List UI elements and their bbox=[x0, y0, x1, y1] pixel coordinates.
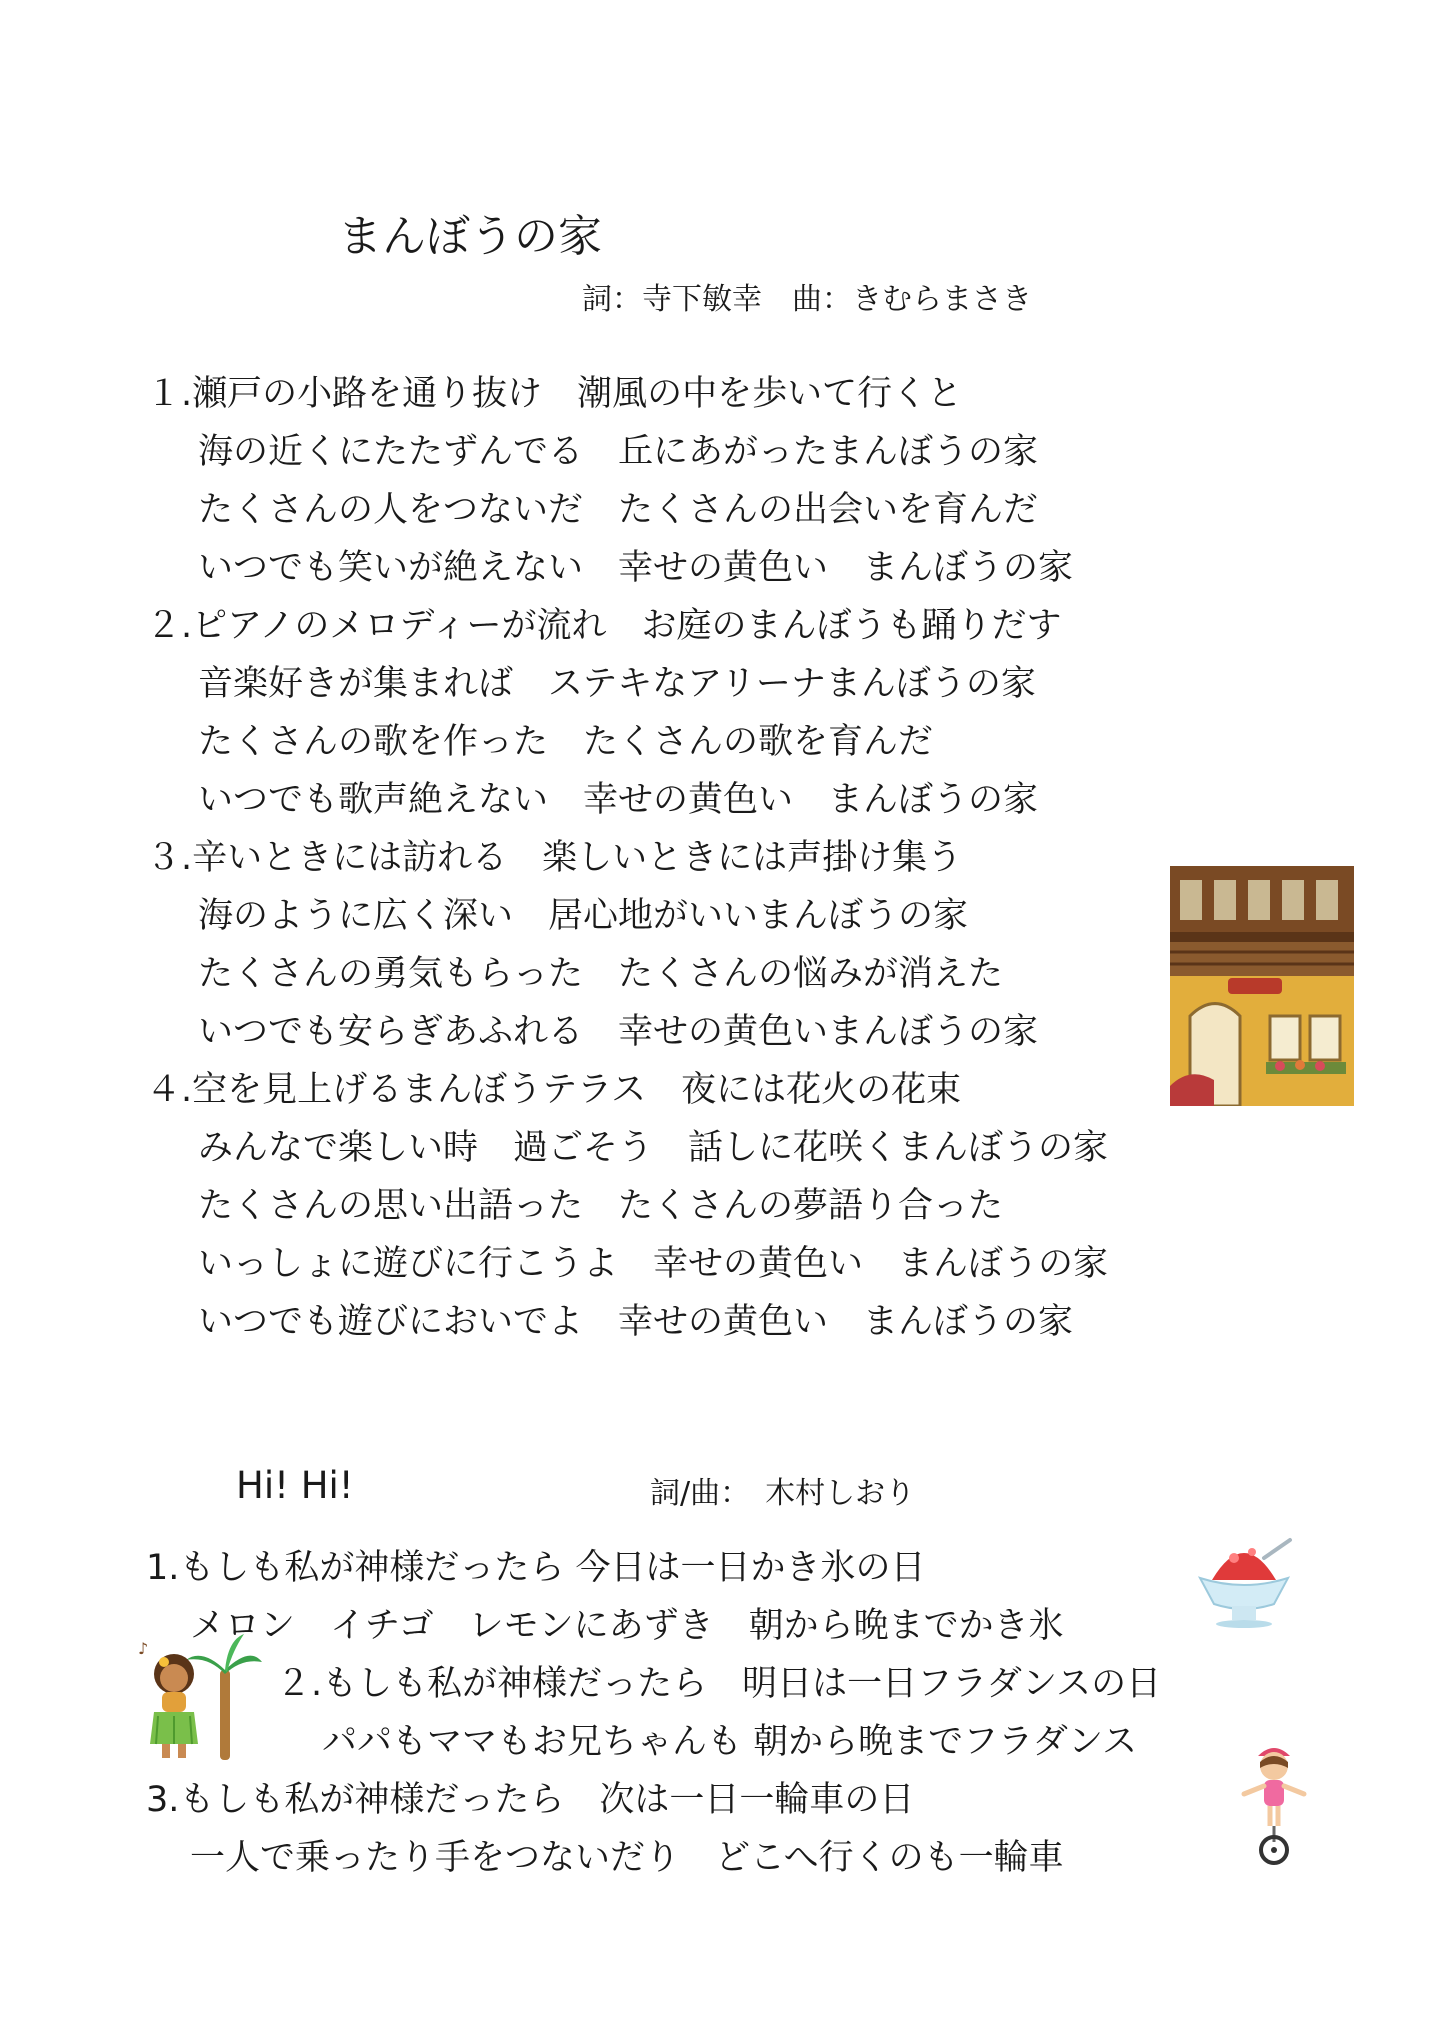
lyric-line: たくさんの人をつないだ たくさんの出会いを育んだ bbox=[198, 490, 1039, 530]
lyric-line: たくさんの思い出語った たくさんの夢語り合った bbox=[198, 1186, 1004, 1226]
lyric-line: たくさんの勇気もらった たくさんの悩みが消えた bbox=[198, 954, 1004, 994]
lyric-line: いつでも笑いが絶えない 幸せの黄色い まんぼうの家 bbox=[198, 548, 1074, 588]
lyric-line: いつでも歌声絶えない 幸せの黄色い まんぼうの家 bbox=[198, 780, 1039, 820]
lyric-line: 一人で乗ったり手をつないだり どこへ行くのも一輪車 bbox=[190, 1838, 1064, 1878]
lyric-line: メロン イチゴ レモンにあずき 朝から晩までかき氷 bbox=[190, 1606, 1064, 1646]
lyric-line: たくさんの歌を作った たくさんの歌を育んだ bbox=[198, 722, 934, 762]
lyric-line: パパもママもお兄ちゃんも 朝から晩までフラダンス bbox=[322, 1722, 1138, 1762]
lyric-line: 3.もしも私が神様だったら 次は一日一輪車の日 bbox=[146, 1780, 915, 1820]
lyric-line: いつでも遊びにおいでよ 幸せの黄色い まんぼうの家 bbox=[198, 1302, 1074, 1342]
lyric-line: いっしょに遊びに行こうよ 幸せの黄色い まんぼうの家 bbox=[198, 1244, 1109, 1284]
shaved-ice-illustration bbox=[1194, 1528, 1294, 1628]
song1-credit: 詞：寺下敏幸 曲：きむらまさき bbox=[582, 282, 1032, 317]
lyric-line: 音楽好きが集まれば ステキなアリーナまんぼうの家 bbox=[198, 664, 1036, 704]
song1-title: まんぼうの家 bbox=[338, 211, 602, 262]
lyric-line: みんなで楽しい時 過ごそう 話しに花咲くまんぼうの家 bbox=[198, 1128, 1109, 1168]
lyric-line: ２.ピアノのメロディーが流れ お庭のまんぼうも踊りだす bbox=[146, 606, 1062, 646]
lyric-line: １.瀬戸の小路を通り抜け 潮風の中を歩いて行くと bbox=[146, 374, 963, 414]
house-illustration bbox=[1170, 866, 1354, 1106]
hula-dancer-illustration bbox=[132, 1630, 264, 1762]
song2-title: Hi! Hi! bbox=[236, 1464, 354, 1507]
song2-credit: 詞/曲： 木村しおり bbox=[650, 1476, 916, 1511]
lyric-line: ４.空を見上げるまんぼうテラス 夜には花火の花束 bbox=[146, 1070, 962, 1110]
lyric-line: ３.辛いときには訪れる 楽しいときには声掛け集う bbox=[146, 838, 963, 878]
lyric-line: 海の近くにたたずんでる 丘にあがったまんぼうの家 bbox=[198, 432, 1039, 472]
unicycle-girl-illustration bbox=[1234, 1742, 1314, 1866]
lyric-line: いつでも安らぎあふれる 幸せの黄色いまんぼうの家 bbox=[198, 1012, 1039, 1052]
lyric-line: ２.もしも私が神様だったら 明日は一日フラダンスの日 bbox=[276, 1664, 1162, 1704]
lyric-line: 1.もしも私が神様だったら 今日は一日かき氷の日 bbox=[146, 1548, 926, 1588]
lyric-line: 海のように広く深い 居心地がいいまんぼうの家 bbox=[198, 896, 969, 936]
svg-text:♪: ♪ bbox=[138, 1639, 149, 1658]
